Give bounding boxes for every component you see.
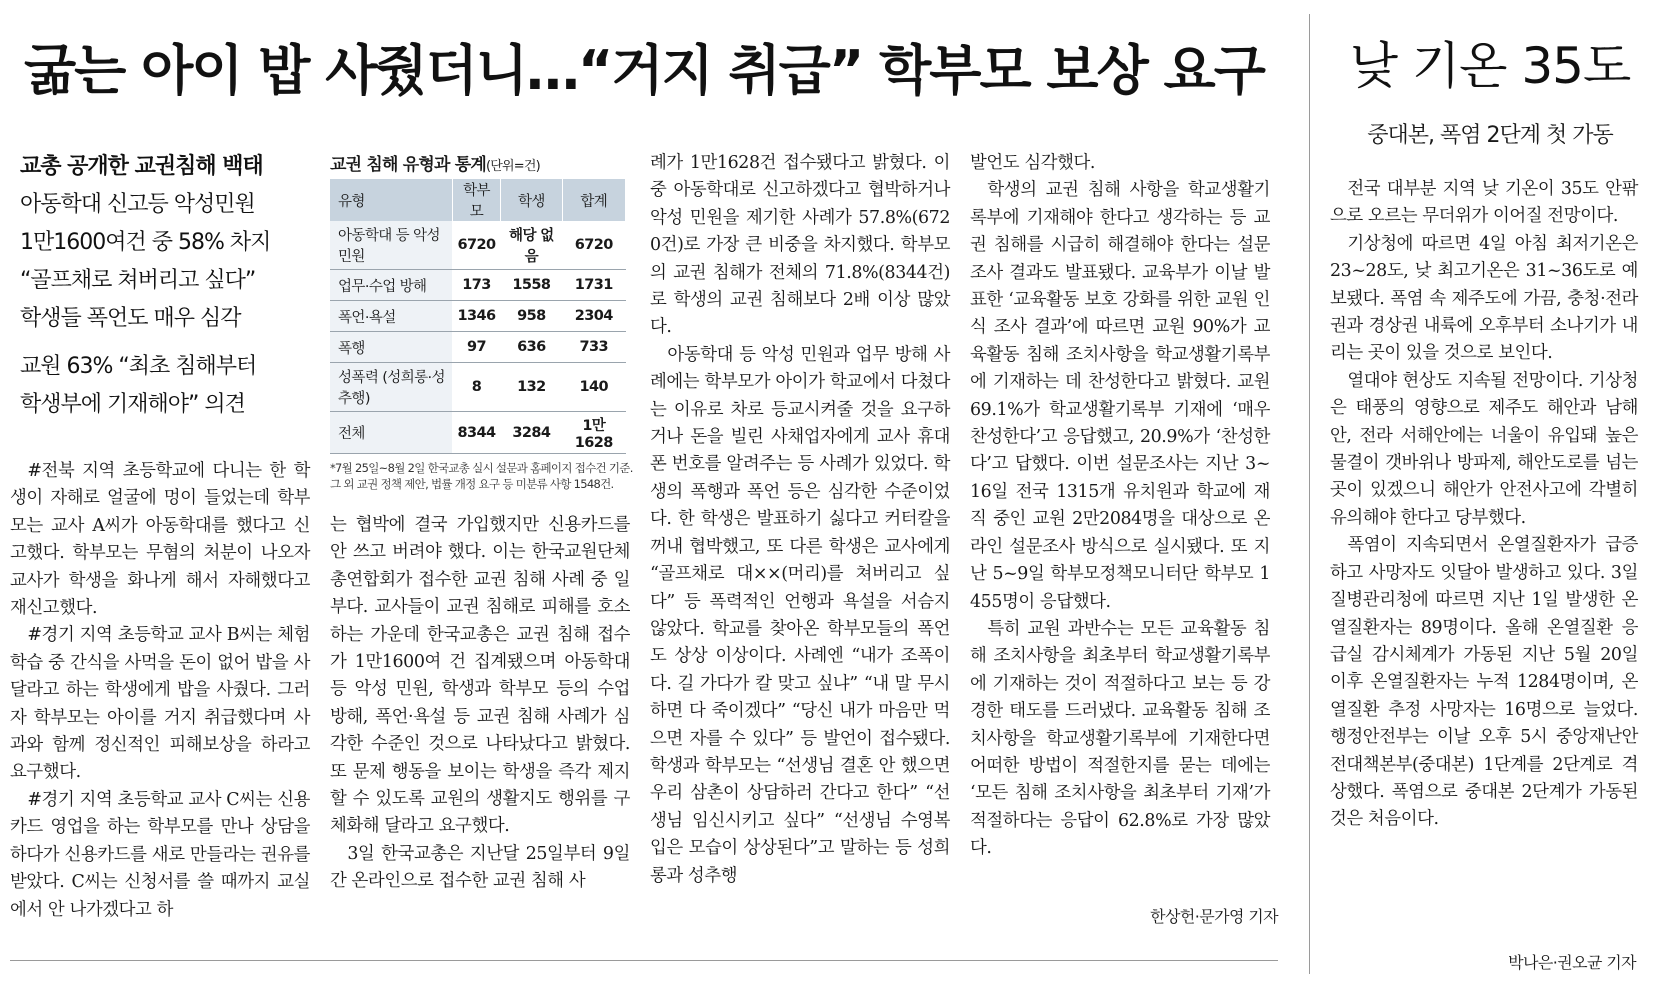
paragraph: 발언도 심각했다.	[970, 153, 1096, 173]
table-row	[330, 270, 626, 301]
table-cell: 97	[452, 332, 500, 363]
paragraph: 특히 교원 과반수는 모든 교육활동 침해 조치사항을 최초부터 학교생활기록부에 기재하는 것이 적절하다고 보는 등 강경한 태도를 드러냈다. 교육활동 침해 조치사항을 학교생활기록부에 기재한다면 어떠한 방법이 적절한지를 묻는 데에는 ‘모든 침해 조치사항을 최초부터 기재’가 적절하다는 응답이 62.8%로 가장 많았다.	[970, 618, 1270, 859]
table-cell: 폭언·욕설	[330, 301, 452, 332]
table-cell: 173	[452, 270, 500, 301]
paragraph: #전북 지역 초등학교에 다니는 한 학생이 자해로 얼굴에 멍이 들었는데 학부모는 교사 A씨가 아동학대를 했다고 신고했다. 학부모는 무혐의 처분이 나오자 교사가 학생을 화나게 해서 자해했다고 재신고했다.	[10, 461, 310, 619]
article-column-3	[650, 150, 950, 890]
paragraph: 3일 한국교총은 지난달 25일부터 9일간 온라인으로 접수한 교권 침해 사	[330, 843, 630, 892]
table-title	[330, 150, 640, 175]
table-cell: 8344	[452, 412, 500, 454]
paragraph: 기상청에 따르면 4일 아침 최저기온은 23~28도, 낮 최고기온은 31~36도로 예보됐다. 폭염 속 제주도에 가끔, 충청·전라권과 경상권 내륙에 오후부터 소나기가 내리는 곳이 있을 것으로 보인다.	[1330, 233, 1638, 364]
subhead: 교원 63% “최초 침해부터	[20, 354, 257, 379]
table-row	[330, 412, 626, 454]
table-row	[330, 332, 626, 363]
table-header: 학부모	[452, 179, 500, 221]
table-header: 유형	[330, 179, 452, 221]
article-column-2	[330, 512, 630, 896]
subhead: “골프채로 쳐버리고 싶다”	[20, 268, 256, 293]
subhead: 아동학대 신고등 악성민원	[20, 192, 255, 217]
table-header: 합계	[562, 179, 625, 221]
table-cell: 해당 없음	[501, 221, 562, 270]
table-cell: 3284	[501, 412, 562, 454]
side-subhead: 중대본, 폭염 2단계 첫 가동	[1367, 123, 1613, 148]
table-row	[330, 363, 626, 412]
side-article-column	[1330, 176, 1638, 834]
table-cell: 업무·수업 방해	[330, 270, 452, 301]
table-cell: 958	[501, 301, 562, 332]
side-headline: 낮 기온 35도	[1349, 37, 1631, 95]
subhead: 학생들 폭언도 매우 심각	[20, 306, 241, 331]
subhead: 1만1600여건 중 58% 차지	[20, 230, 271, 255]
table-note: *7월 25일~8월 2일 한국교총 실시 설문과 홈페이지 접수건 기준. 그 외 교권 정책 제안, 법률 개정 요구 등 미분류 사항 1548건.	[330, 461, 633, 491]
paragraph: 는 협박에 결국 가입했지만 신용카드를 안 쓰고 버려야 했다. 이는 한국교원단체총연합회가 접수한 교권 침해 사례 중 일부다. 교사들이 교권 침해로 피해를 호소하는 가운데 한국교총은 교권 침해 접수가 1만1600여 건 집계됐으며 아동학대 등 악성 민원, 학생과 학부모 등의 수업 방해, 폭언·욕설 등 교권 침해 사례가 심각한 수준인 것으로 나타났다고 밝혔다. 또 문제 행동을 보이는 학생을 즉각 제지할 수 있도록 교원의 생활지도 행위를 구체화해 달라고 요구했다.	[330, 515, 630, 837]
table-cell: 1731	[562, 270, 625, 301]
table-cell: 733	[562, 332, 625, 363]
table-cell: 1346	[452, 301, 500, 332]
table-header-row	[330, 179, 626, 221]
table-cell: 전체	[330, 412, 452, 454]
table-cell: 1만1628	[562, 412, 625, 454]
side-byline: 박나은·권오균 기자	[1508, 953, 1636, 972]
subhead: 교총 공개한 교권침해 백태	[20, 154, 263, 179]
subhead: 학생부에 기재해야” 의견	[20, 392, 245, 417]
table-cell: 1558	[501, 270, 562, 301]
article-column-4	[970, 150, 1270, 863]
table-row	[330, 301, 626, 332]
subheads	[20, 148, 320, 424]
table-cell: 폭행	[330, 332, 452, 363]
stats-table-box	[330, 150, 640, 492]
table-header: 학생	[501, 179, 562, 221]
table-cell: 6720	[452, 221, 500, 270]
table-cell: 성폭력 (성희롱·성추행)	[330, 363, 452, 412]
main-headline: 굶는 아이 밥 사줬더니…“거지 취급” 학부모 보상 요구	[24, 39, 1264, 102]
table-row	[330, 221, 626, 270]
table-unit: (단위=건)	[485, 159, 540, 174]
article-column-1	[10, 458, 310, 924]
column-divider-vertical	[1309, 14, 1310, 974]
paragraph: 폭염이 지속되면서 온열질환자가 급증하고 사망자도 잇달아 발생하고 있다. 3일 질병관리청에 따르면 지난 1일 발생한 온열질환자는 89명이다. 올해 온열질환 응급실 감시체계가 가동된 지난 5월 20일 이후 온열질환자는 누적 1284명이며, 온열질환 추정 사망자는 16명으로 늘었다. 행정안전부는 이날 오후 5시 중앙재난안전대책본부(중대본) 1단계를 2단계로 격상했다. 폭염으로 중대본 2단계가 가동된 것은 처음이다.	[1330, 535, 1638, 830]
paragraph: 열대야 현상도 지속될 전망이다. 기상청은 태풍의 영향으로 제주도 해안과 남해안, 전라 서해안에는 너울이 유입돼 높은 물결이 갯바위나 방파제, 해안도로를 넘는 곳이 있겠으니 해안가 안전사고에 각별히 유의해야 한다고 당부했다.	[1330, 370, 1638, 528]
stats-table	[330, 179, 626, 454]
main-byline: 한상헌·문가영 기자	[1150, 907, 1278, 926]
paragraph: 전국 대부분 지역 낮 기온이 35도 안팎으로 오르는 무더위가 이어질 전망이다.	[1330, 179, 1638, 227]
table-title-text: 교권 침해 유형과 통계	[330, 155, 486, 175]
table-cell: 8	[452, 363, 500, 412]
table-cell: 아동학대 등 악성 민원	[330, 221, 452, 270]
table-cell: 132	[501, 363, 562, 412]
paragraph: 학생의 교권 침해 사항을 학교생활기록부에 기재해야 한다고 생각하는 등 교권 침해를 시급히 해결해야 한다는 설문조사 결과도 발표됐다. 교육부가 이날 발표한 ‘교육활동 보호 강화를 위한 교원 인식 조사 결과’에 따르면 교원 90%가 교육활동 침해 조치사항을 학교생활기록부에 기재하는 데 찬성한다고 밝혔다. 교원 69.1%가 학교생활기록부 기재에 ‘매우 찬성한다’고 응답했고, 20.9%가 ‘찬성한다’고 답했다. 이번 설문조사는 지난 3~16일 전국 1315개 유치원과 학교에 재직 중인 교원 2만2084명을 대상으로 온라인 설문조사 방식으로 실시됐다. 또 지난 5~9일 학부모정책모니터단 학부모 1455명이 응답했다.	[970, 180, 1270, 612]
paragraph: 례가 1만1628건 접수됐다고 밝혔다. 이 중 아동학대로 신고하겠다고 협박하거나 악성 민원을 제기한 사례가 57.8%(6720건)로 가장 큰 비중을 차지했다. 학부모의 교권 침해가 전체의 71.8%(8344건)로 학생의 교권 침해보다 2배 이상 많았다.	[650, 153, 950, 338]
column-divider-horizontal	[10, 960, 1278, 961]
paragraph: #경기 지역 초등학교 교사 B씨는 체험학습 중 간식을 사먹을 돈이 없어 밥을 사달라고 하는 학생에게 밥을 사줬다. 그러자 학부모는 아이를 거지 취급했다며 사과와 함께 정신적인 피해보상을 하라고 요구했다.	[10, 625, 310, 783]
table-cell: 6720	[562, 221, 625, 270]
paragraph: 아동학대 등 악성 민원과 업무 방해 사례에는 학부모가 아이가 학교에서 다쳤다는 이유로 차로 등교시켜줄 것을 요구하거나 돈을 빌린 사채업자에게 교사 휴대폰 번호를 알려주는 등 사례가 있었다. 학생의 폭행과 폭언 등은 심각한 수준이었다. 한 학생은 발표하기 싫다고 커터칼을 꺼내 협박했고, 또 다른 학생은 교사에게 “골프채로 대××(머리)를 쳐버리고 싶다” 등 폭력적인 언행과 욕설을 서슴지 않았다. 학교를 찾아온 학부모들의 폭언도 상상 이상이다. 사례엔 “내가 조폭이다. 길 가다가 칼 맞고 싶냐” “내 말 무시하면 다 죽이겠다” “당신 내가 마음만 먹으면 자를 수 있다” 등 발언이 접수됐다. 학생과 학부모는 “선생님 결혼 안 했으면 우리 삼촌이 상담하러 간다고 한다” “선생님 임신시키고 싶다” “선생님 수영복 입은 모습이 상상된다”고 말하는 등 성희롱과 성추행	[650, 344, 950, 886]
paragraph: #경기 지역 초등학교 교사 C씨는 신용카드 영업을 하는 학부모를 만나 상담을 하다가 신용카드를 새로 만들라는 권유를 받았다. C씨는 신청서를 쓸 때까지 교실에서 안 나가겠다고 하	[10, 789, 310, 920]
table-cell: 636	[501, 332, 562, 363]
table-cell: 2304	[562, 301, 625, 332]
table-cell: 140	[562, 363, 625, 412]
